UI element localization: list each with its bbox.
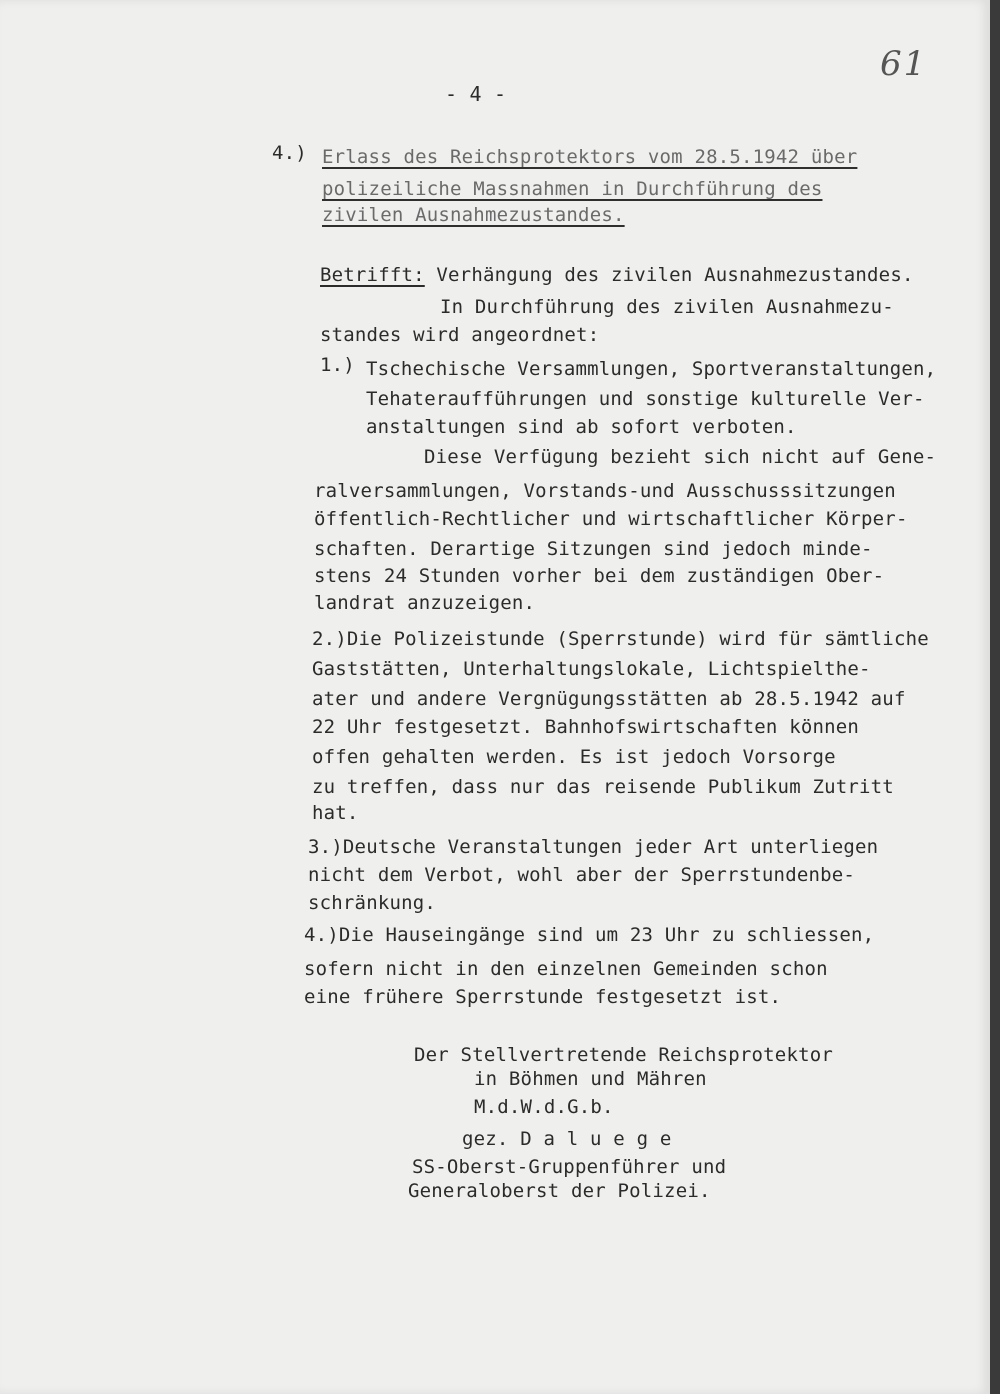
- item1-note-line-1: Diese Verfügung bezieht sich nicht auf Gene-: [424, 446, 937, 468]
- item2-line-7: hat.: [312, 802, 359, 824]
- item2-line-3: ater und andere Vergnügungsstätten ab 28.5.1942 auf: [312, 688, 906, 710]
- intro-line-1: In Durchführung des zivilen Ausnahmezu-: [440, 296, 894, 318]
- signature-line-3: M.d.W.d.G.b.: [474, 1096, 614, 1118]
- item1-note-line-4: schaften. Derartige Sitzungen sind jedoch minde-: [314, 538, 873, 560]
- item1-line-2: Tehateraufführungen und sonstige kulturelle Ver-: [366, 388, 925, 410]
- title-line-1: Erlass des Reichsprotektors vom 28.5.1942 über: [322, 146, 858, 168]
- item4-line-3: eine frühere Sperrstunde festgesetzt ist.: [304, 986, 782, 1008]
- item1-note-line-5: stens 24 Stunden vorher bei dem zuständigen Ober-: [314, 565, 885, 587]
- heading-number: 4.): [272, 142, 307, 164]
- item3-line-1: 3.)Deutsche Veranstaltungen jeder Art unterliegen: [308, 836, 879, 858]
- item1-note-line-6: landrat anzuzeigen.: [314, 592, 536, 614]
- signature-line-5: SS-Oberst-Gruppenführer und: [412, 1156, 727, 1178]
- item1-line-3: anstaltungen sind ab sofort verboten.: [366, 416, 797, 438]
- item4-line-2: sofern nicht in den einzelnen Gemeinden schon: [304, 958, 828, 980]
- item4-line-1: 4.)Die Hauseingänge sind um 23 Uhr zu schliessen,: [304, 924, 875, 946]
- intro-line-2: standes wird angeordnet:: [320, 324, 600, 346]
- subject-text: Verhängung des zivilen Ausnahmezustandes.: [424, 264, 914, 286]
- signature-line-6: Generaloberst der Polizei.: [408, 1180, 711, 1202]
- subject-label: Betrifft:: [320, 264, 425, 286]
- signature-line-4: gez. D a l u e g e: [462, 1128, 672, 1150]
- page-marker: - 4 -: [445, 82, 507, 106]
- item1-line-1: Tschechische Versammlungen, Sportveranstaltungen,: [366, 358, 937, 380]
- archive-page-number: 61: [880, 44, 928, 84]
- title-line-3: zivilen Ausnahmezustandes.: [322, 204, 625, 226]
- item1-number: 1.): [320, 354, 355, 376]
- item2-line-5: offen gehalten werden. Es ist jedoch Vorsorge: [312, 746, 836, 768]
- title-line-2: polizeiliche Massnahmen in Durchführung des: [322, 178, 823, 200]
- item2-line-1: 2.)Die Polizeistunde (Sperrstunde) wird für sämtliche: [312, 628, 929, 650]
- item3-line-3: schränkung.: [308, 892, 437, 914]
- signature-line-2: in Böhmen und Mähren: [474, 1068, 707, 1090]
- item2-line-4: 22 Uhr festgesetzt. Bahnhofswirtschaften können: [312, 716, 860, 738]
- item2-line-6: zu treffen, dass nur das reisende Publikum Zutritt: [312, 776, 894, 798]
- item2-line-2: Gaststätten, Unterhaltungslokale, Lichtspielthe-: [312, 658, 871, 680]
- subject-line: [320, 266, 914, 285]
- signature-line-1: Der Stellvertretende Reichsprotektor: [414, 1044, 834, 1066]
- item3-line-2: nicht dem Verbot, wohl aber der Sperrstundenbe-: [308, 864, 856, 886]
- item1-note-line-2: ralversammlungen, Vorstands-und Ausschusssitzungen: [314, 480, 896, 502]
- item1-note-line-3: öffentlich-Rechtlicher und wirtschaftlicher Körper-: [314, 508, 908, 530]
